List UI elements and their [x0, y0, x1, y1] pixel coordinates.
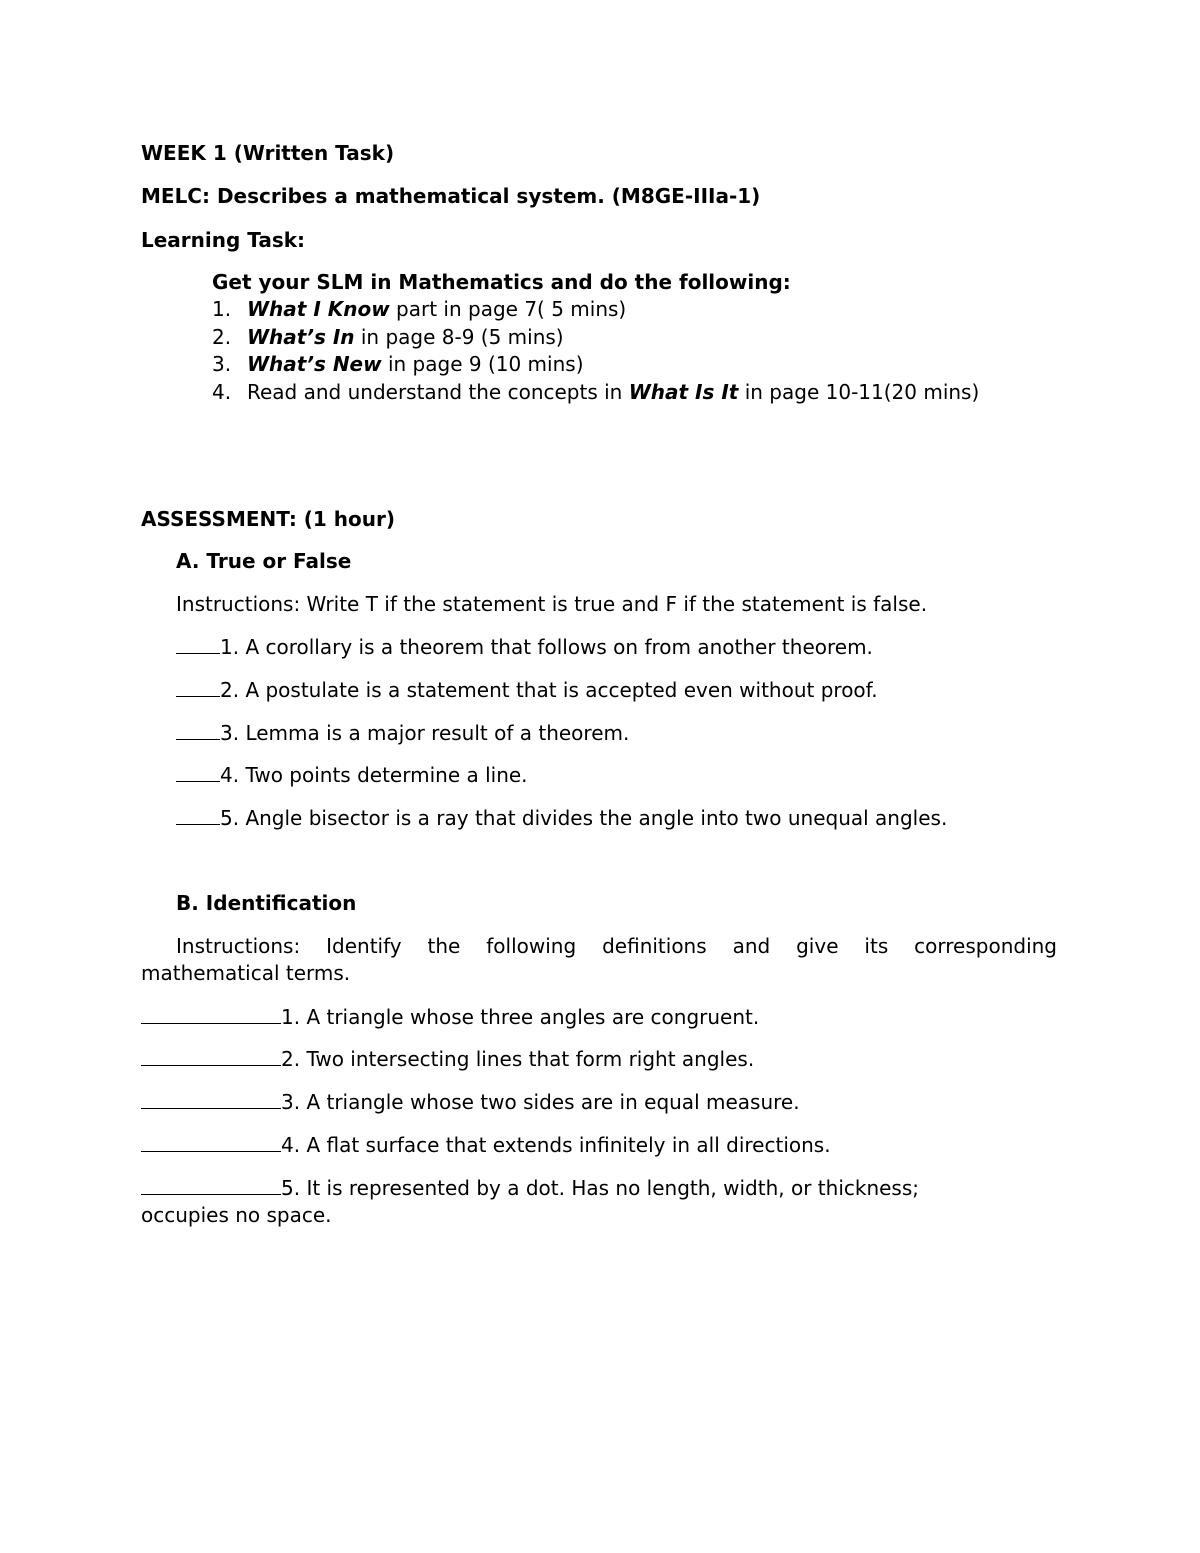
- answer-blank[interactable]: [141, 1133, 281, 1152]
- item-emphasis: What Is It: [628, 379, 739, 404]
- item-text: part in page 7( 5 mins): [389, 297, 627, 321]
- true-false-item: [176, 805, 947, 832]
- section-b-heading: B. Identification: [176, 891, 357, 915]
- list-item: [212, 379, 979, 407]
- item-number: 4.: [212, 379, 232, 404]
- learning-task-list: [212, 296, 979, 406]
- item-text: in page 9 (10 mins): [381, 352, 584, 376]
- week-heading: WEEK 1 (Written Task): [141, 141, 395, 165]
- item-emphasis: What I Know: [247, 297, 390, 321]
- section-a-instructions: Instructions: Write T if the statement is true and F if the statement is false.: [176, 592, 928, 616]
- answer-blank[interactable]: [141, 1047, 281, 1066]
- identification-item: [141, 1175, 919, 1202]
- item-number: 2.: [212, 324, 232, 349]
- instructions-line: Instructions: Identify the following definitions and give its corresponding: [176, 934, 1057, 958]
- answer-blank[interactable]: [141, 1176, 281, 1195]
- item-emphasis: What’s In: [247, 324, 355, 349]
- item-text: 4. Two points determine a line.: [220, 763, 528, 787]
- item-text: 5. It is represented by a dot. Has no length, width, or thickness;: [281, 1176, 920, 1200]
- true-false-item: [176, 720, 629, 747]
- item-text: 5. Angle bisector is a ray that divides the angle into two unequal angles.: [220, 806, 948, 830]
- item-text: 4. A flat surface that extends infinitely in all directions.: [281, 1133, 831, 1157]
- item-number: 1.: [212, 297, 232, 321]
- identification-item: [141, 1132, 831, 1159]
- identification-item: [141, 1046, 754, 1073]
- true-false-item: [176, 634, 873, 661]
- identification-item: [141, 1004, 759, 1031]
- item-text-before: Read and understand the concepts in: [247, 379, 629, 404]
- answer-blank[interactable]: [176, 635, 220, 654]
- item-text: in page 10-11(20 mins): [738, 379, 980, 404]
- item-text: 3. A triangle whose two sides are in equal measure.: [281, 1090, 800, 1114]
- answer-blank[interactable]: [141, 1090, 281, 1109]
- list-item: [212, 324, 979, 352]
- identification-item-continuation: occupies no space.: [141, 1203, 332, 1227]
- section-b-instructions: [141, 933, 1057, 987]
- item-text: in page 8-9 (5 mins): [354, 324, 564, 349]
- learning-task-label: Learning Task:: [141, 228, 306, 252]
- assessment-title: ASSESSMENT: (1 hour): [141, 507, 396, 531]
- answer-blank[interactable]: [176, 721, 220, 740]
- list-item: [212, 351, 979, 379]
- item-text: 2. A postulate is a statement that is accepted even without proof.: [220, 678, 878, 702]
- identification-item: [141, 1089, 800, 1116]
- item-emphasis: What’s New: [247, 352, 382, 376]
- true-false-item: [176, 762, 528, 789]
- true-false-item: [176, 677, 878, 704]
- learning-task-intro: Get your SLM in Mathematics and do the following:: [212, 270, 791, 294]
- melc-statement: MELC: Describes a mathematical system. (M8GE-IIIa-1): [141, 184, 761, 208]
- answer-blank[interactable]: [176, 678, 220, 697]
- list-item: [212, 296, 979, 324]
- item-text: 1. A corollary is a theorem that follows on from another theorem.: [220, 635, 873, 659]
- answer-blank[interactable]: [176, 806, 220, 825]
- instructions-line: mathematical terms.: [141, 961, 351, 985]
- section-a-heading: A. True or False: [176, 549, 352, 573]
- item-number: 3.: [212, 352, 232, 376]
- answer-blank[interactable]: [176, 763, 220, 782]
- item-text: 2. Two intersecting lines that form right angles.: [281, 1047, 755, 1071]
- item-text: 1. A triangle whose three angles are congruent.: [281, 1005, 760, 1029]
- item-text: 3. Lemma is a major result of a theorem.: [220, 721, 630, 745]
- answer-blank[interactable]: [141, 1005, 281, 1024]
